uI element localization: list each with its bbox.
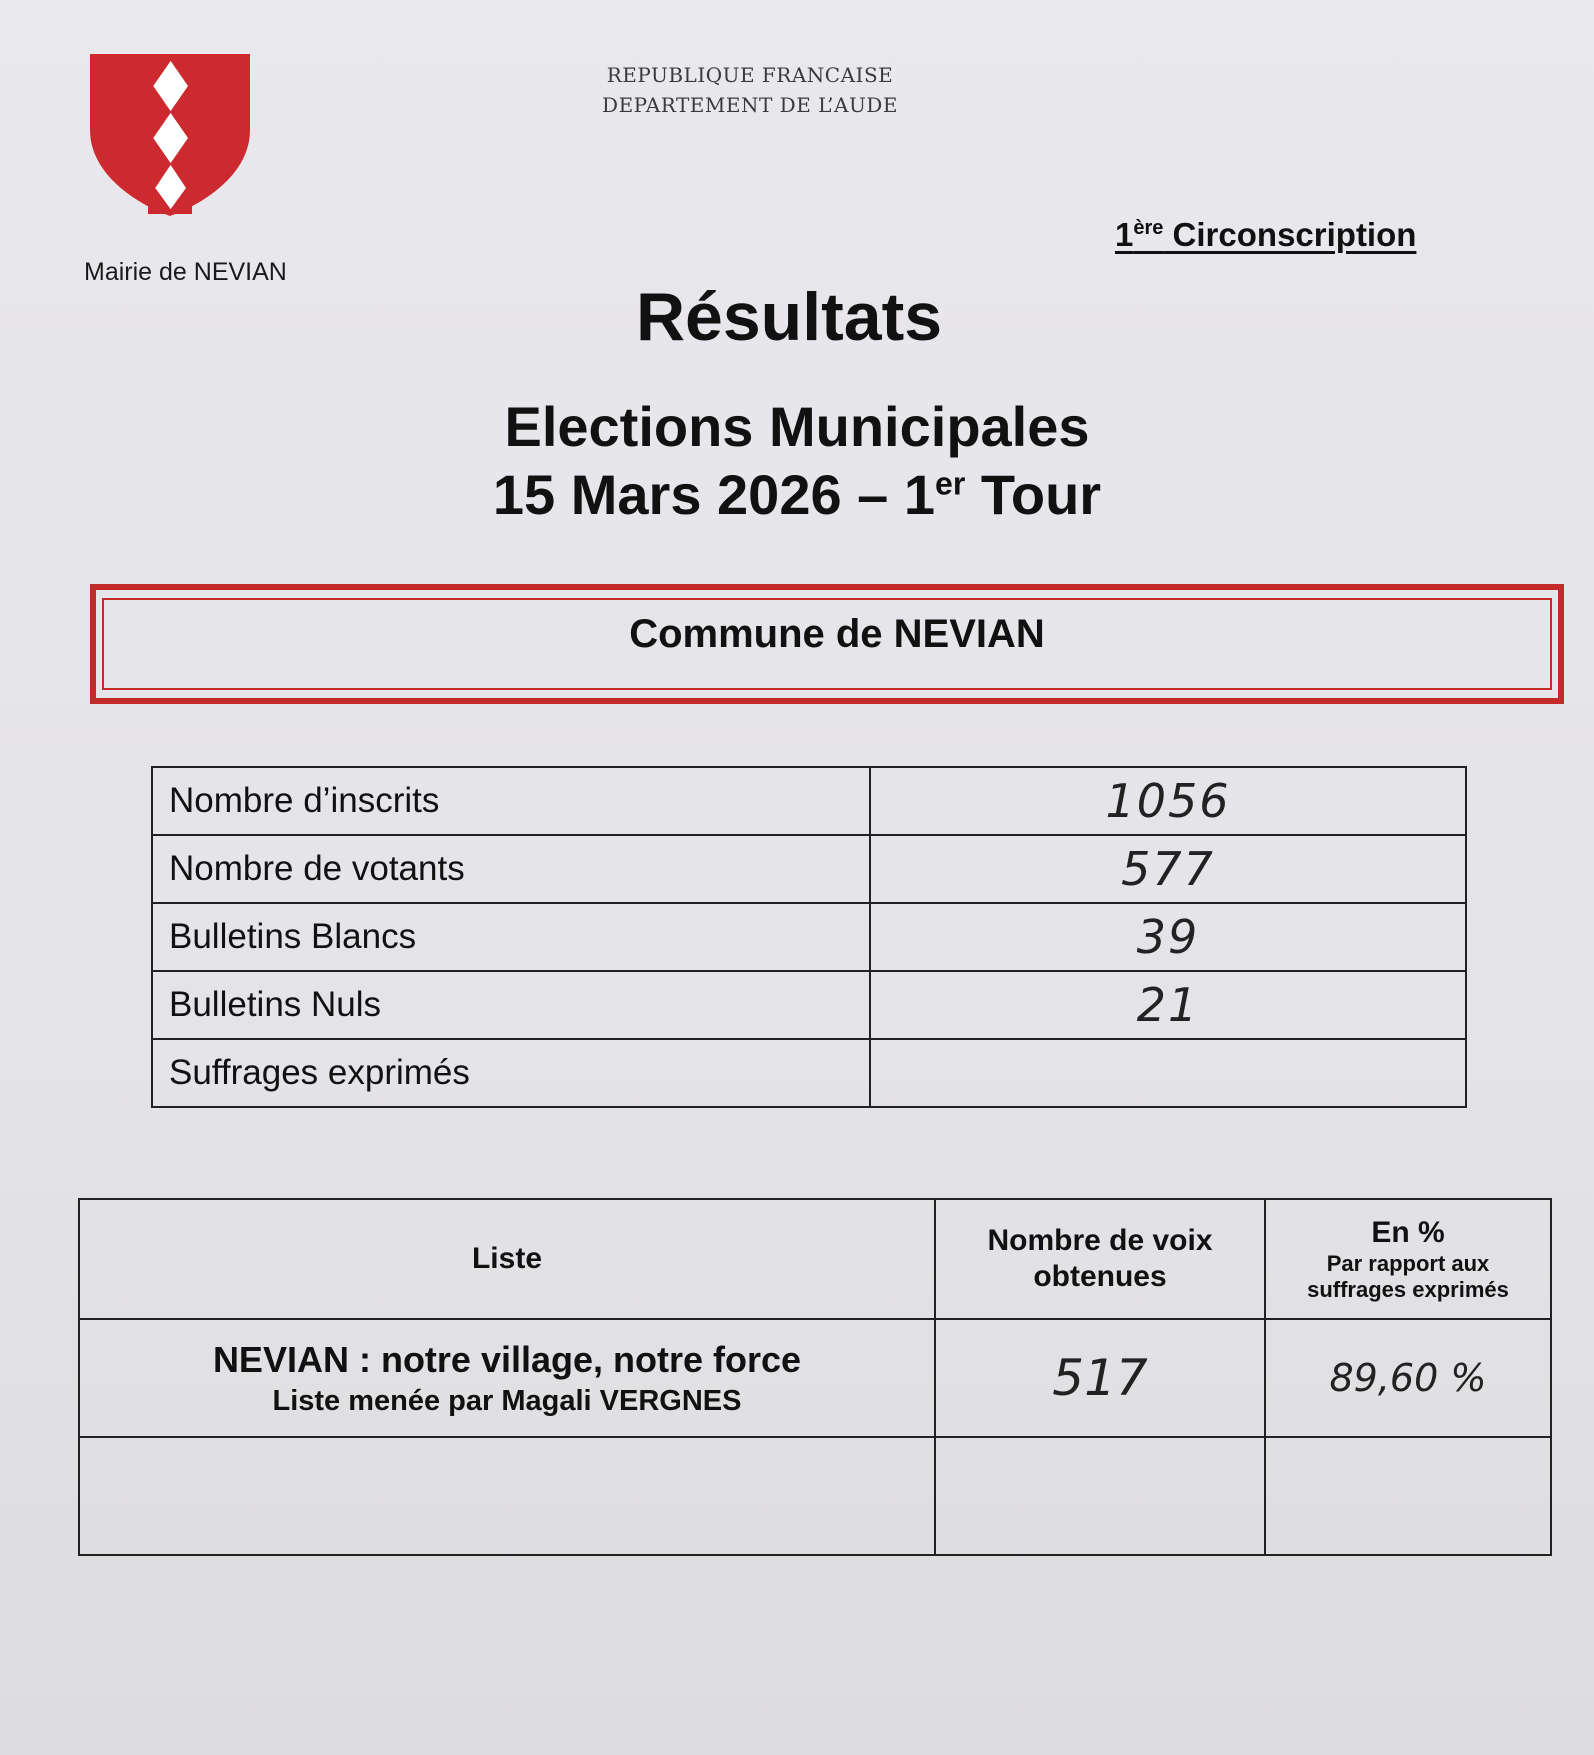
stat-value [870,1039,1466,1107]
column-header-percent-title: En % [1371,1216,1445,1249]
commune-crest-logo [88,52,252,218]
table-row [152,903,1466,971]
stat-label: Nombre de votants [152,835,870,903]
circonscription-text: Circonscription [1163,216,1417,253]
table-row [152,971,1466,1039]
stat-label: Bulletins Nuls [152,971,870,1039]
circonscription-number: 1 [1115,216,1134,253]
stat-value: 39 [870,903,1466,971]
column-header-percent-sub2: suffrages exprimés [1307,1277,1509,1302]
list-leader: Liste menée par Magali VERGNES [272,1384,742,1417]
table-row [152,1039,1466,1107]
departement-label: DEPARTEMENT DE L’AUDE [602,93,898,117]
page-title [0,278,1594,356]
list-name: NEVIAN : notre village, notre force [212,1338,802,1380]
table-row [152,767,1466,835]
election-title: Elections Municipales [504,395,1090,458]
circonscription-label [1115,216,1416,254]
percent-value: 89,60 % [1329,1356,1487,1400]
table-row [79,1319,1551,1437]
column-header-voix-line2: obtenues [1033,1260,1167,1293]
column-header-percent [1265,1199,1551,1319]
table-row [79,1437,1551,1555]
stat-label: Suffrages exprimés [152,1039,870,1107]
republique-label: REPUBLIQUE FRANCAISE [606,63,894,87]
stat-value: 1056 [870,767,1466,835]
table-row [152,835,1466,903]
list-cell [79,1437,935,1555]
table-header-row [79,1199,1551,1319]
percent-cell [1265,1319,1551,1437]
election-round-text: Tour [965,463,1102,526]
percent-cell [1265,1437,1551,1555]
election-date [0,462,1594,527]
election-date-text: 15 Mars 2026 – 1 [492,463,936,526]
votes-value: 517 [1052,1349,1148,1407]
list-cell [79,1319,935,1437]
stat-label: Nombre d’inscrits [152,767,870,835]
commune-heading [0,612,1594,657]
votes-cell [935,1437,1265,1555]
election-round-superscript: er [935,465,966,502]
mairie-label: Mairie de NEVIAN [84,258,287,286]
circonscription-superscript: ère [1133,217,1164,239]
column-header-percent-sub1: Par rapport aux [1326,1251,1490,1276]
votes-cell [935,1319,1265,1437]
stat-value: 21 [870,971,1466,1039]
results-table [78,1198,1552,1556]
column-header-voix-line1: Nombre de voix [987,1224,1213,1257]
commune-heading-text: Commune de NEVIAN [629,612,1045,656]
stat-label: Bulletins Blancs [152,903,870,971]
page-title-text: Résultats [635,279,943,355]
column-header-voix [935,1199,1265,1319]
column-header-liste: Liste [79,1199,935,1319]
stats-table [151,766,1467,1108]
government-header [540,60,960,120]
stat-value: 577 [870,835,1466,903]
